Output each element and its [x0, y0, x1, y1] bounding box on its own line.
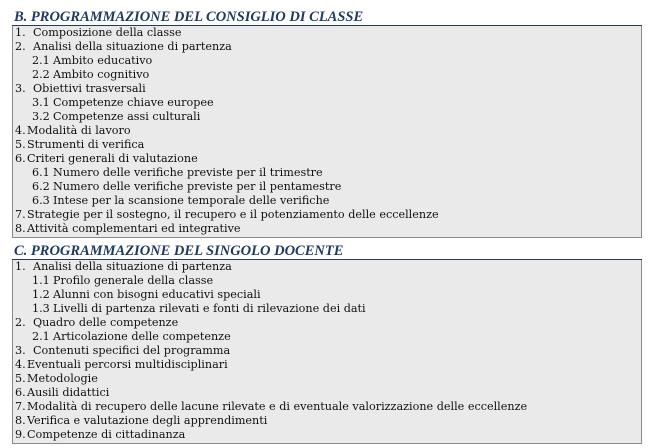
item-number: 7.: [15, 208, 26, 221]
list-item: [15, 386, 527, 400]
section-b-list: [15, 26, 439, 236]
list-item: [15, 138, 439, 152]
list-item: [15, 82, 439, 96]
item-number: 2.: [15, 40, 26, 53]
list-item: [15, 414, 527, 428]
item-label: Analisi della situazione di partenza: [33, 260, 232, 273]
item-number: 6.: [15, 152, 26, 165]
item-label: Competenze di cittadinanza: [27, 428, 186, 441]
item-label: Quadro delle competenze: [33, 316, 179, 329]
list-item: [15, 68, 439, 82]
list-item: [15, 194, 439, 208]
item-number: 1.: [15, 26, 26, 39]
list-item: [15, 152, 439, 166]
item-number: 5.: [15, 138, 26, 151]
item-label: Verifica e valutazione degli apprendimenti: [27, 414, 268, 427]
item-label: Alunni con bisogni educativi speciali: [53, 288, 261, 301]
list-item: [15, 54, 439, 68]
item-label: Metodologie: [27, 372, 98, 385]
list-item: [15, 26, 439, 40]
item-number: 6.: [15, 386, 26, 399]
list-item: [15, 274, 527, 288]
section-c-title: C. PROGRAMMAZIONE DEL SINGOLO DOCENTE: [14, 243, 344, 259]
item-number: 8.: [15, 414, 26, 427]
item-label: Articolazione delle competenze: [53, 330, 231, 343]
list-item: [15, 208, 439, 222]
item-label: Modalità di recupero delle lacune rilevate e di eventuale valorizzazione delle eccellenze: [27, 400, 528, 413]
item-number: 2.2: [32, 68, 50, 81]
list-item: [15, 330, 527, 344]
item-number: 7.: [15, 400, 26, 413]
item-label: Criteri generali di valutazione: [27, 152, 198, 165]
list-item: [15, 302, 527, 316]
item-number: 9.: [15, 428, 26, 441]
list-item: [15, 316, 527, 330]
item-number: 5.: [15, 372, 26, 385]
list-item: [15, 260, 527, 274]
list-item: [15, 110, 439, 124]
item-label: Obiettivi trasversali: [33, 82, 146, 95]
item-label: Competenze chiave europee: [53, 96, 214, 109]
item-number: 2.1: [32, 54, 50, 67]
item-number: 2.1: [32, 330, 50, 343]
item-number: 4.: [15, 124, 26, 137]
item-label: Analisi della situazione di partenza: [33, 40, 232, 53]
item-number: 6.3: [32, 194, 50, 207]
item-label: Intese per la scansione temporale delle verifiche: [53, 194, 330, 207]
section-b-title: B. PROGRAMMAZIONE DEL CONSIGLIO DI CLASSE: [14, 9, 364, 25]
section-c-list: [15, 260, 527, 442]
item-number: 4.: [15, 358, 26, 371]
list-item: [15, 344, 527, 358]
item-number: 3.1: [32, 96, 50, 109]
list-item: [15, 428, 527, 442]
item-label: Composizione della classe: [33, 26, 182, 39]
item-label: Numero delle verifiche previste per il trimestre: [53, 166, 323, 179]
list-item: [15, 400, 527, 414]
item-number: 6.1: [32, 166, 50, 179]
item-label: Ausili didattici: [27, 386, 110, 399]
item-label: Competenze assi culturali: [53, 110, 201, 123]
item-number: 1.2: [32, 288, 50, 301]
item-label: Strategie per il sostegno, il recupero e il potenziamento delle eccellenze: [27, 208, 439, 221]
item-number: 3.: [15, 82, 26, 95]
item-label: Profilo generale della classe: [53, 274, 214, 287]
item-number: 8.: [15, 222, 26, 235]
list-item: [15, 96, 439, 110]
item-label: Livelli di partenza rilevati e fonti di rilevazione dei dati: [53, 302, 366, 315]
item-number: 3.2: [32, 110, 50, 123]
item-number: 1.: [15, 260, 26, 273]
list-item: [15, 358, 527, 372]
item-number: 3.: [15, 344, 26, 357]
item-label: Eventuali percorsi multidisciplinari: [27, 358, 228, 371]
list-item: [15, 180, 439, 194]
item-label: Modalità di lavoro: [27, 124, 131, 137]
list-item: [15, 288, 527, 302]
list-item: [15, 40, 439, 54]
item-label: Ambito educativo: [53, 54, 153, 67]
item-label: Contenuti specifici del programma: [33, 344, 231, 357]
list-item: [15, 124, 439, 138]
list-item: [15, 222, 439, 236]
item-label: Strumenti di verifica: [27, 138, 145, 151]
item-label: Numero delle verifiche previste per il pentamestre: [53, 180, 342, 193]
list-item: [15, 372, 527, 386]
item-number: 1.1: [32, 274, 50, 287]
item-label: Attività complementari ed integrative: [27, 222, 241, 235]
item-label: Ambito cognitivo: [53, 68, 150, 81]
item-number: 6.2: [32, 180, 50, 193]
list-item: [15, 166, 439, 180]
item-number: 1.3: [32, 302, 50, 315]
item-number: 2.: [15, 316, 26, 329]
